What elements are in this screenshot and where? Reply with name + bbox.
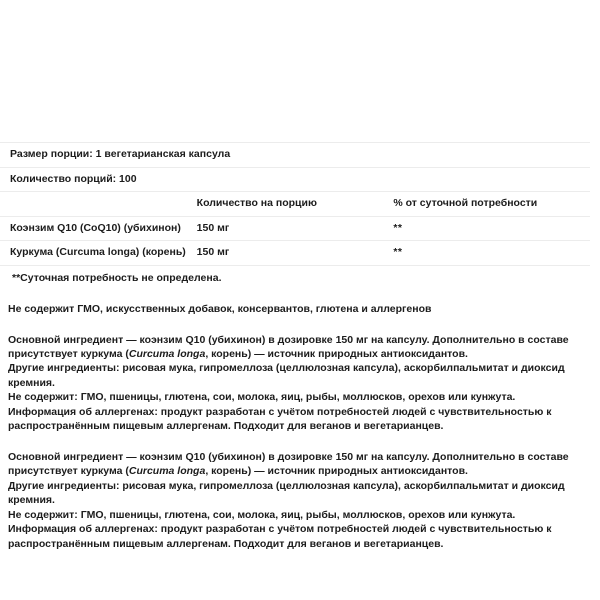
nutrient-daily-value: ** — [393, 241, 590, 266]
scientific-name: Curcuma longa — [128, 347, 206, 360]
allergen-info: Информация об аллергенах: продукт разработан с учётом потребностей людей с чувствительностью к распространённым пищевым аллергенам. Подходит для веганов и вегетарианцев. — [8, 523, 552, 550]
table-row — [0, 216, 590, 241]
contains-no-statement: Не содержит: ГМО, пшеницы, глютена, сои, молока, яиц, рыбы, моллюсков, орехов или кунжута. — [8, 508, 516, 521]
servings-per-container-label: Количество порций: 100 — [0, 167, 590, 192]
description-lead — [8, 333, 594, 362]
supplement-facts-table — [0, 142, 590, 266]
description-lead — [8, 450, 594, 479]
servings-per-container-row — [0, 167, 590, 192]
description-lead-part1: Основной ингредиент — коэнзим Q10 (убихинон) в дозировке 150 мг на капсулу. Дополнительно в составе присутствует куркума ( — [8, 450, 569, 478]
free-from-statement: Не содержит ГМО, искусственных добавок, консервантов, глютена и аллергенов — [8, 303, 432, 316]
top-spacer — [0, 0, 600, 142]
nutrient-amount: 150 мг — [197, 241, 394, 266]
nutrient-daily-value: ** — [393, 216, 590, 241]
nutrient-name: Коэнзим Q10 (CoQ10) (убихинон) — [0, 216, 197, 241]
description-lead-part2: , корень) — источник природных антиоксидантов. — [205, 465, 468, 478]
allergen-info: Информация об аллергенах: продукт разработан с учётом потребностей людей с чувствительностью к распространённым пищевым аллергенам. Подходит для веганов и вегетарианцев. — [8, 405, 552, 433]
daily-value-footnote: **Суточная потребность не определена. — [12, 271, 222, 284]
description-lead-part2: , корень) — источник природных антиоксидантов. — [205, 347, 468, 360]
nutrient-amount: 150 мг — [197, 216, 394, 241]
scientific-name: Curcuma longa — [128, 465, 206, 478]
description-block-2 — [0, 450, 600, 551]
other-ingredients: Другие ингредиенты: рисовая мука, гипромеллоза (целлюлозная капсула), аскорбилпальмитат и диоксид кремния. — [8, 479, 565, 507]
serving-size-row — [0, 143, 590, 168]
column-header-daily-value: % от суточной потребности — [393, 192, 590, 217]
description-lead-part1: Основной ингредиент — коэнзим Q10 (убихинон) в дозировке 150 мг на капсулу. Дополнительно в составе присутствует куркума ( — [8, 333, 569, 360]
description-block-1 — [0, 333, 600, 434]
facts-table-header-row — [0, 192, 590, 217]
nutrient-name: Куркума (Curcuma longa) (корень) — [0, 241, 197, 266]
other-ingredients: Другие ингредиенты: рисовая мука, гипромеллоза (целлюлозная капсула), аскорбилпальмитат и диоксид кремния. — [8, 362, 565, 389]
serving-size-label: Размер порции: 1 вегетарианская капсула — [0, 143, 590, 168]
column-header-nutrient — [0, 192, 197, 217]
table-row — [0, 241, 590, 266]
contains-no-statement: Не содержит: ГМО, пшеницы, глютена, сои, молока, яиц, рыбы, моллюсков, орехов или кунжута. — [8, 391, 516, 404]
column-header-amount-per-serving: Количество на порцию — [197, 192, 394, 217]
